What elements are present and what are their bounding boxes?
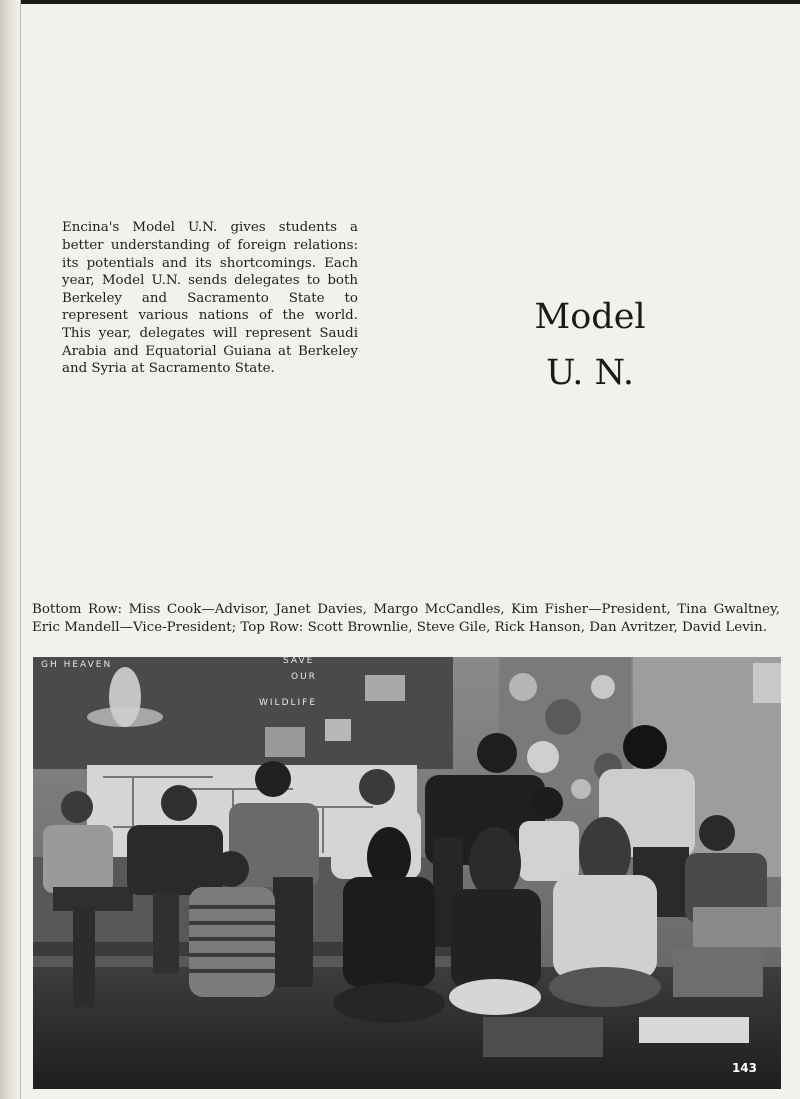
group-photo (33, 657, 781, 1089)
page-top-edge (0, 0, 800, 4)
group-photo-illustration (33, 657, 781, 1089)
title-line-2: U. N. (545, 353, 635, 394)
title-line-1: Model (534, 297, 646, 338)
poster-left-text: GH HEAVEN (41, 660, 113, 670)
photo-caption: Bottom Row: Miss Cook—Advisor, Janet Davies, Margo McCandles, Kim Fisher—President, Tina Gwaltney, Eric Mandell—Vice-President; Top Row: Scott Brownlie, Steve Gile, Rick Hanson, Dan Avritzer, David Levin. (32, 602, 780, 635)
page-title (500, 289, 680, 401)
book-spine-shadow (0, 0, 20, 1099)
intro-paragraph: Encina's Model U.N. gives students a better understanding of foreign relations: its potentials and its shortcomings. Each year, Model U.N. sends delegates to both Berkeley and Sacramento State to represent various nations of the world. This year, delegates will represent Saudi Arabia and Equatorial Guiana at Berkeley and Syria at Sacramento State. (62, 220, 358, 377)
page-number: 143 (731, 1061, 757, 1075)
poster-line-2: OUR (291, 672, 317, 682)
book-spine-fold (20, 0, 21, 1099)
poster-line-1: SAVE (283, 657, 315, 666)
poster-line-3: WILDLIFE (259, 698, 318, 708)
